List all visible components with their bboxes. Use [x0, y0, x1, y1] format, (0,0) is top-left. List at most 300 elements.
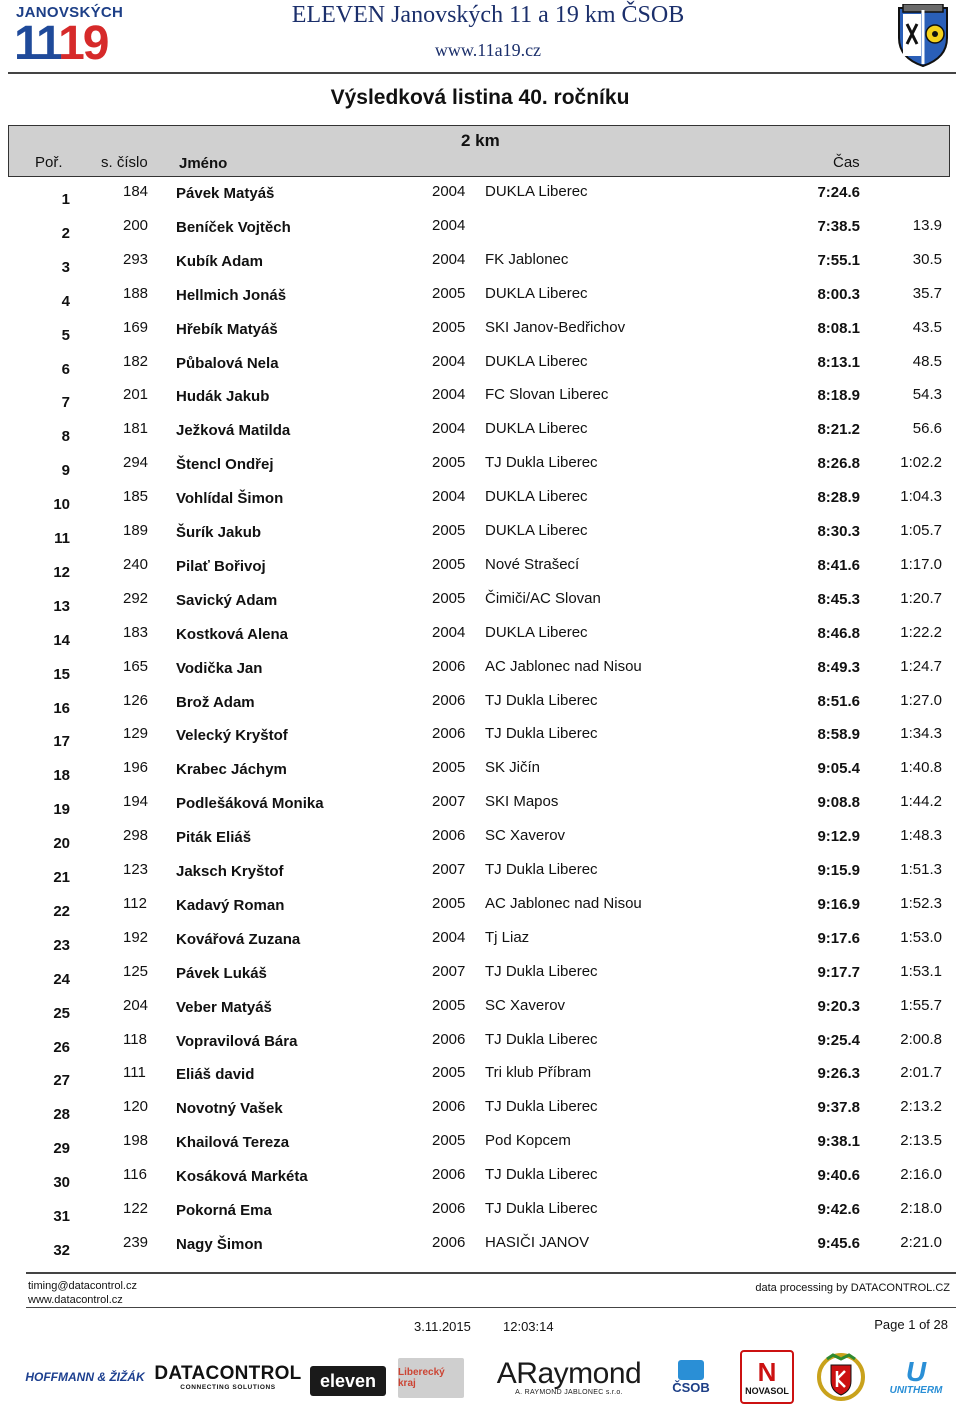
table-row: [0, 861, 960, 895]
club-cell: TJ Dukla Liberec: [485, 962, 598, 980]
name-cell: Ježková Matilda: [176, 422, 291, 440]
table-row: [0, 1132, 960, 1166]
club-cell: Čimiči/AC Slovan: [485, 589, 601, 607]
sponsor-eleven-logo: [310, 1366, 386, 1396]
gap-cell: 1:22.2: [900, 623, 942, 641]
time-cell: 8:51.6: [817, 692, 860, 710]
rank-cell: 31: [53, 1208, 70, 1225]
bib-cell: 294: [123, 454, 149, 472]
bib-cell: 188: [123, 284, 149, 302]
sponsor-araymond-text: ARaymond: [496, 1356, 642, 1390]
rank-cell: 17: [53, 733, 70, 751]
table-row: [0, 895, 960, 929]
table-row: [0, 522, 960, 556]
time-cell: 9:05.4: [817, 760, 860, 778]
time-cell: 8:58.9: [817, 726, 860, 744]
name-cell: Hellmich Jonáš: [176, 286, 287, 304]
footer-processing-credit: data processing by DATACONTROL.CZ: [755, 1282, 950, 1294]
sponsor-unitherm-logo: [880, 1352, 952, 1402]
rank-cell: 10: [53, 496, 70, 514]
name-cell: Krabec Jáchym: [176, 761, 287, 779]
time-cell: 8:49.3: [817, 658, 860, 676]
name-cell: Velecký Kryštof: [176, 727, 288, 745]
sponsor-novasol-logo: [740, 1350, 794, 1404]
sponsor-hoffmann-text: HOFFMANN & ŽIŽÁK: [25, 1370, 145, 1384]
name-cell: Khailová Tereza: [176, 1134, 290, 1152]
table-row: [0, 420, 960, 454]
birth-year-cell: 2006: [432, 827, 466, 845]
rank-cell: 32: [53, 1241, 70, 1259]
club-cell: SKI Janov-Bedřichov: [485, 318, 626, 336]
sponsor-datacontrol-sub: CONNECTING SOLUTIONS: [180, 1383, 276, 1391]
rank-cell: 7: [61, 394, 70, 412]
birth-year-cell: 2005: [432, 996, 466, 1014]
gap-cell: 48.5: [912, 352, 942, 370]
bib-cell: 196: [123, 759, 149, 777]
bib-cell: 118: [123, 1030, 147, 1048]
time-cell: 8:30.3: [817, 523, 860, 540]
club-cell: SK Jičín: [485, 759, 541, 777]
club-cell: TJ Dukla Liberec: [485, 1098, 598, 1116]
birth-year-cell: 2006: [432, 1098, 466, 1116]
rank-cell: 28: [53, 1106, 70, 1124]
event-logo-num-a: 11: [14, 17, 59, 70]
time-cell: 8:26.8: [817, 455, 860, 473]
name-cell: Veber Matyáš: [176, 998, 272, 1016]
time-cell: 9:42.6: [817, 1201, 860, 1218]
gap-cell: 1:27.0: [900, 691, 942, 709]
club-cell: DUKLA Liberec: [485, 522, 588, 539]
time-cell: 8:18.9: [817, 387, 860, 405]
birth-year-cell: 2004: [432, 250, 466, 268]
birth-year-cell: 2006: [432, 1166, 466, 1184]
gap-cell: 35.7: [912, 284, 942, 302]
rank-cell: 3: [61, 258, 70, 276]
gap-cell: 1:44.2: [900, 793, 942, 811]
birth-year-cell: 2006: [432, 1233, 466, 1251]
table-row: [0, 1234, 960, 1268]
bib-cell: 122: [123, 1200, 149, 1217]
rank-cell: 6: [61, 360, 70, 378]
name-cell: Kovářová Zuzana: [176, 930, 301, 948]
table-row: [0, 658, 960, 692]
time-cell: 9:17.6: [817, 929, 860, 947]
name-cell: Pávek Lukáš: [176, 964, 267, 982]
gap-cell: 30.5: [912, 250, 942, 268]
birth-year-cell: 2007: [432, 861, 466, 878]
gap-cell: 2:16.0: [900, 1166, 942, 1184]
club-cell: DUKLA Liberec: [485, 284, 588, 302]
table-row: [0, 929, 960, 963]
birth-year-cell: 2004: [432, 183, 466, 200]
club-cell: DUKLA Liberec: [485, 623, 588, 641]
time-cell: 7:24.6: [817, 184, 860, 201]
bib-cell: 125: [123, 962, 149, 980]
bib-cell: 165: [123, 657, 149, 675]
time-cell: 9:40.6: [817, 1167, 860, 1185]
time-cell: 9:17.7: [817, 963, 860, 981]
name-cell: Pilať Bořivoj: [176, 557, 266, 575]
rank-cell: 14: [53, 631, 70, 649]
table-row: [0, 1064, 960, 1098]
time-cell: 8:45.3: [817, 590, 860, 608]
time-cell: 9:16.9: [817, 895, 860, 913]
sponsor-araymond-logo: [474, 1352, 664, 1402]
time-cell: 9:37.8: [817, 1099, 860, 1117]
time-cell: 9:45.6: [817, 1234, 860, 1252]
birth-year-cell: 2005: [432, 589, 466, 607]
club-cell: TJ Dukla Liberec: [485, 1200, 598, 1217]
bib-cell: 181: [123, 420, 149, 438]
table-row: [0, 997, 960, 1031]
birth-year-cell: 2007: [432, 962, 466, 980]
birth-year-cell: 2005: [432, 454, 466, 472]
bib-cell: 123: [123, 861, 149, 878]
club-cell: DUKLA Liberec: [485, 420, 588, 438]
rank-cell: 23: [53, 936, 70, 954]
print-time: 12:03:14: [503, 1319, 554, 1334]
name-cell: Novotný Vašek: [176, 1100, 283, 1118]
sponsor-crest-icon: [813, 1351, 869, 1403]
birth-year-cell: 2006: [432, 691, 466, 709]
table-row: [0, 319, 960, 353]
rank-cell: 30: [53, 1174, 70, 1192]
rank-cell: 29: [53, 1140, 70, 1158]
time-cell: 8:13.1: [817, 353, 860, 371]
bib-cell: 240: [123, 555, 149, 573]
rank-cell: 22: [53, 902, 70, 920]
birth-year-cell: 2005: [432, 522, 466, 539]
name-cell: Půbalová Nela: [176, 354, 279, 372]
club-cell: TJ Dukla Liberec: [485, 861, 598, 878]
gap-cell: 1:51.3: [900, 861, 942, 878]
club-cell: SC Xaverov: [485, 827, 566, 845]
name-cell: Vopravilová Bára: [176, 1032, 298, 1050]
sponsor-araymond-sub: A. RAYMOND JABLONEC s.r.o.: [515, 1388, 623, 1396]
name-cell: Kosáková Markéta: [176, 1168, 308, 1186]
rank-cell: 8: [61, 428, 70, 446]
rank-cell: 24: [53, 970, 70, 988]
bib-cell: 182: [123, 352, 149, 370]
club-cell: Nové Strašecí: [485, 555, 580, 573]
name-cell: Štencl Ondřej: [176, 456, 274, 474]
bib-cell: 185: [123, 488, 149, 506]
name-cell: Beníček Vojtěch: [176, 218, 291, 236]
event-logo-numbers: [14, 17, 108, 70]
gap-cell: 2:00.8: [900, 1030, 942, 1048]
unitherm-mark-icon: U: [905, 1355, 927, 1387]
footer-email[interactable]: timing@datacontrol.cz: [28, 1280, 137, 1292]
club-cell: Tj Liaz: [485, 928, 530, 946]
gap-cell: 1:04.3: [900, 488, 942, 506]
time-cell: 9:38.1: [817, 1133, 860, 1151]
table-row: [0, 1200, 960, 1234]
club-cell: Tri klub Příbram: [485, 1064, 592, 1082]
gap-cell: 2:13.5: [900, 1132, 942, 1150]
rank-cell: 19: [53, 801, 70, 819]
birth-year-cell: 2005: [432, 1064, 466, 1082]
birth-year-cell: 2004: [432, 386, 466, 404]
page-number: Page 1 of 28: [874, 1317, 948, 1332]
club-cell: TJ Dukla Liberec: [485, 1166, 598, 1184]
table-row: [0, 1166, 960, 1200]
club-cell: DUKLA Liberec: [485, 183, 588, 200]
name-cell: Šurík Jakub: [176, 524, 262, 541]
novasol-mark-icon: N: [757, 1357, 777, 1387]
name-cell: Piták Eliáš: [176, 829, 252, 847]
bib-cell: 129: [123, 725, 149, 743]
gap-cell: 1:34.3: [900, 725, 942, 743]
rank-cell: 15: [53, 665, 70, 683]
birth-year-cell: 2006: [432, 1030, 466, 1048]
gap-cell: 1:55.7: [900, 996, 942, 1014]
sponsor-unitherm-text: UNITHERM: [889, 1384, 943, 1396]
sponsor-datacontrol-text: DATACONTROL: [154, 1362, 302, 1384]
table-row: [0, 725, 960, 759]
table-row: [0, 556, 960, 590]
table-row: [0, 1031, 960, 1065]
table-row: [0, 827, 960, 861]
name-cell: Nagy Šimon: [176, 1235, 263, 1253]
club-cell: AC Jablonec nad Nisou: [485, 657, 642, 675]
table-row: [0, 285, 960, 319]
rank-cell: 18: [53, 767, 70, 785]
bib-cell: 293: [123, 250, 149, 268]
club-cell: DUKLA Liberec: [485, 352, 588, 370]
footer-divider: [26, 1272, 956, 1274]
birth-year-cell: 2004: [432, 928, 466, 946]
club-cell: TJ Dukla Liberec: [485, 454, 598, 472]
column-header-time: Čas: [833, 154, 860, 171]
name-cell: Eliáš david: [176, 1066, 255, 1084]
club-cell: SKI Mapos: [485, 793, 559, 811]
time-cell: 9:08.8: [817, 794, 860, 812]
rank-cell: 4: [61, 292, 70, 310]
time-cell: 8:46.8: [817, 624, 860, 642]
rank-cell: 11: [54, 530, 70, 547]
table-row: [0, 353, 960, 387]
rank-cell: 25: [53, 1004, 70, 1022]
birth-year-cell: 2004: [432, 623, 466, 641]
gap-cell: 1:48.3: [900, 827, 942, 845]
table-row: [0, 793, 960, 827]
bib-cell: 198: [123, 1132, 149, 1150]
table-row: [0, 386, 960, 420]
name-cell: Vodička Jan: [176, 659, 263, 677]
rank-cell: 13: [53, 597, 70, 615]
rank-cell: 2: [61, 224, 70, 242]
birth-year-cell: 2005: [432, 555, 466, 573]
rank-cell: 12: [53, 563, 70, 581]
gap-cell: 54.3: [912, 386, 942, 404]
rank-cell: 9: [61, 462, 70, 480]
sponsor-csob-text: ČSOB: [672, 1379, 710, 1395]
name-cell: Podlešáková Monika: [176, 795, 324, 813]
gap-cell: 43.5: [912, 318, 942, 336]
time-cell: 9:26.3: [817, 1065, 860, 1083]
sponsor-datacontrol-logo: [156, 1352, 300, 1402]
table-row: [0, 963, 960, 997]
birth-year-cell: 2004: [432, 420, 466, 438]
rank-cell: 27: [53, 1072, 70, 1090]
birth-year-cell: 2006: [432, 1200, 466, 1217]
bib-cell: 292: [123, 589, 149, 607]
time-cell: 8:08.1: [817, 319, 860, 337]
birth-year-cell: 2006: [432, 725, 466, 743]
sponsor-csob-logo: [666, 1352, 716, 1402]
time-cell: 9:12.9: [817, 828, 860, 846]
gap-cell: 1:53.1: [900, 962, 942, 980]
name-cell: Pokorná Ema: [176, 1202, 272, 1219]
header-divider: [8, 72, 956, 74]
gap-cell: 2:13.2: [900, 1098, 942, 1116]
gap-cell: 56.6: [912, 420, 942, 438]
rank-cell: 20: [53, 835, 70, 853]
bib-cell: 169: [123, 318, 149, 336]
footer-divider-bottom: [26, 1307, 956, 1308]
name-cell: Kadavý Roman: [176, 896, 285, 914]
gap-cell: 13.9: [912, 216, 942, 234]
birth-year-cell: 2005: [432, 1132, 466, 1150]
birth-year-cell: 2005: [432, 318, 466, 336]
table-row: [0, 217, 960, 251]
column-header-name: Jméno: [179, 155, 228, 172]
bib-cell: 200: [123, 216, 149, 234]
time-cell: 9:20.3: [817, 997, 860, 1015]
csob-mark-icon: [678, 1360, 704, 1380]
rank-cell: 21: [53, 869, 70, 886]
print-date: 3.11.2015: [414, 1319, 471, 1334]
event-title: ELEVEN Janovských 11 a 19 km ČSOB: [291, 2, 685, 28]
birth-year-cell: 2005: [432, 284, 466, 302]
column-header-bib: s. číslo: [101, 154, 148, 171]
time-cell: 8:41.6: [817, 556, 860, 574]
time-cell: 9:25.4: [817, 1031, 860, 1049]
club-cell: SC Xaverov: [485, 996, 566, 1014]
name-cell: Brož Adam: [176, 693, 255, 711]
club-cell: DUKLA Liberec: [485, 488, 588, 506]
town-crest-icon: [895, 4, 951, 68]
rank-cell: 16: [53, 699, 70, 717]
bib-cell: 298: [123, 827, 149, 845]
bib-cell: 194: [123, 793, 149, 811]
time-cell: 8:21.2: [817, 421, 860, 439]
bib-cell: 192: [123, 928, 149, 946]
bib-cell: 116: [123, 1166, 147, 1184]
table-row: [0, 624, 960, 658]
table-row: [0, 759, 960, 793]
table-row: [0, 692, 960, 726]
birth-year-cell: 2005: [432, 894, 466, 912]
gap-cell: 1:05.7: [900, 522, 942, 539]
rank-cell: 26: [53, 1038, 70, 1056]
table-row: [0, 1098, 960, 1132]
time-cell: 9:15.9: [817, 862, 860, 879]
rank-cell: 5: [61, 326, 70, 344]
gap-cell: 1:40.8: [900, 759, 942, 777]
gap-cell: 1:52.3: [900, 894, 942, 912]
birth-year-cell: 2005: [432, 759, 466, 777]
gap-cell: 1:24.7: [900, 657, 942, 675]
bib-cell: 120: [123, 1098, 149, 1116]
event-logo-text: JANOVSKÝCH: [16, 4, 124, 21]
club-cell: Pod Kopcem: [485, 1132, 571, 1150]
club-cell: HASIČI JANOV: [485, 1233, 590, 1251]
sponsor-hoffmann-logo: [22, 1352, 148, 1402]
birth-year-cell: 2004: [432, 488, 466, 506]
gap-cell: 1:53.0: [900, 928, 942, 946]
bib-cell: 201: [123, 386, 149, 404]
gap-cell: 1:20.7: [900, 589, 942, 607]
distance-label: 2 km: [461, 131, 500, 150]
column-header-rank: Poř.: [35, 154, 63, 171]
birth-year-cell: 2004: [432, 352, 466, 370]
name-cell: Jaksch Kryštof: [176, 863, 284, 880]
bib-cell: 111: [123, 1064, 146, 1082]
sponsor-novasol-text: NOVASOL: [745, 1386, 789, 1396]
page-title: Výsledková listina 40. ročníku: [330, 86, 630, 109]
table-row: [0, 488, 960, 522]
sponsor-liberecky-text: Liberecký kraj: [398, 1367, 445, 1389]
gap-cell: 2:18.0: [900, 1200, 942, 1217]
bib-cell: 204: [123, 996, 149, 1014]
birth-year-cell: 2006: [432, 657, 466, 675]
birth-year-cell: 2007: [432, 793, 466, 811]
table-row: [0, 183, 960, 217]
club-cell: TJ Dukla Liberec: [485, 1030, 598, 1048]
bib-cell: 126: [123, 691, 149, 709]
club-cell: TJ Dukla Liberec: [485, 691, 598, 709]
bib-cell: 239: [123, 1233, 149, 1251]
birth-year-cell: 2004: [432, 216, 466, 234]
gap-cell: 1:02.2: [900, 454, 942, 472]
club-cell: FC Slovan Liberec: [485, 386, 609, 404]
time-cell: 7:38.5: [817, 217, 860, 235]
time-cell: 7:55.1: [817, 251, 860, 269]
bib-cell: 183: [123, 623, 149, 641]
table-header: [8, 125, 950, 177]
club-cell: FK Jablonec: [485, 250, 569, 268]
time-cell: 8:00.3: [817, 285, 860, 303]
bib-cell: 189: [123, 522, 149, 539]
club-cell: AC Jablonec nad Nisou: [485, 894, 642, 912]
sponsor-crest-logo: [810, 1352, 872, 1402]
gap-cell: 2:21.0: [900, 1233, 942, 1251]
event-logo-num-b: 19: [58, 17, 108, 70]
table-row: [0, 454, 960, 488]
table-row: [0, 251, 960, 285]
sponsor-eleven-text: eleven: [319, 1370, 377, 1391]
event-url: www.11a19.cz: [434, 40, 542, 60]
name-cell: Kostková Alena: [176, 625, 288, 643]
name-cell: Kubík Adam: [176, 252, 263, 270]
event-logo: [12, 4, 130, 68]
name-cell: Vohlídal Šimon: [176, 490, 284, 508]
table-row: [0, 590, 960, 624]
sponsor-liberecky-kraj-logo: [398, 1358, 464, 1398]
name-cell: Hřebík Matyáš: [176, 320, 278, 338]
gap-cell: 1:17.0: [900, 555, 942, 573]
name-cell: Pávek Matyáš: [176, 185, 275, 202]
rank-cell: 1: [61, 191, 70, 208]
gap-cell: 2:01.7: [900, 1064, 942, 1082]
name-cell: Savický Adam: [176, 591, 278, 609]
footer-website[interactable]: www.datacontrol.cz: [28, 1294, 123, 1306]
name-cell: Hudák Jakub: [176, 388, 270, 406]
bib-cell: 112: [123, 894, 147, 912]
club-cell: TJ Dukla Liberec: [485, 725, 598, 743]
bib-cell: 184: [123, 183, 149, 200]
